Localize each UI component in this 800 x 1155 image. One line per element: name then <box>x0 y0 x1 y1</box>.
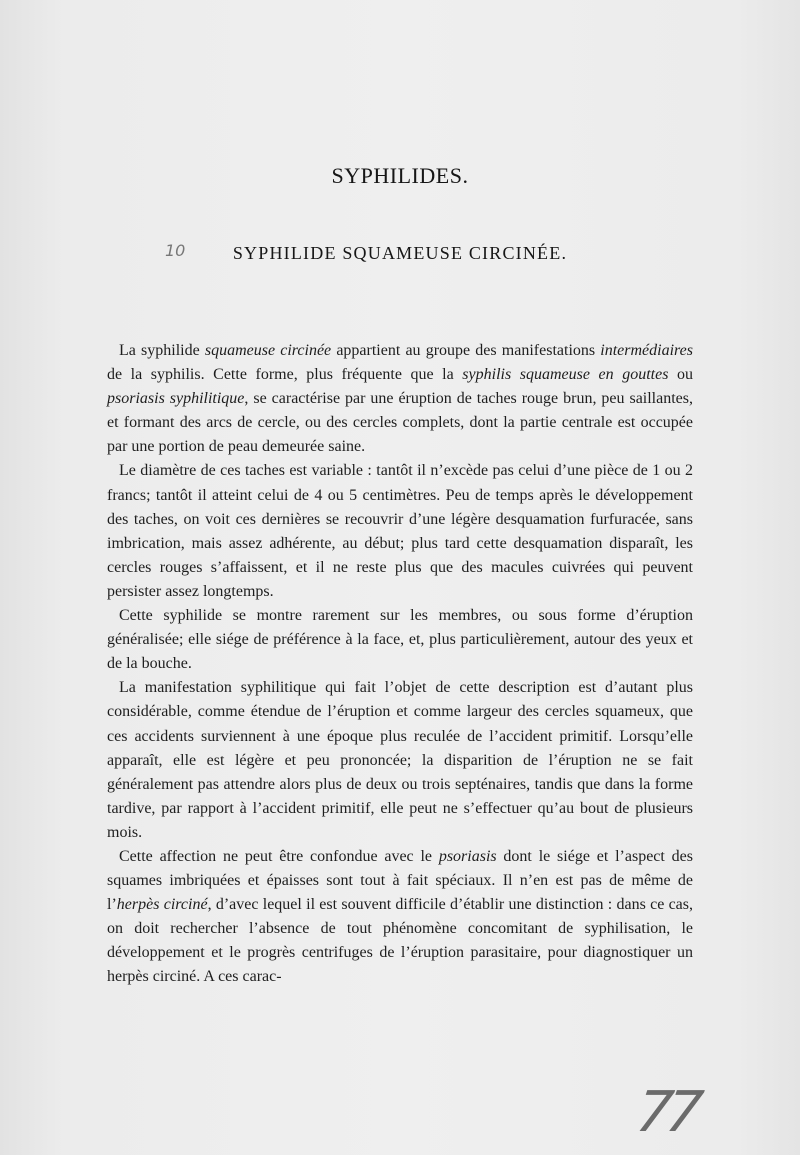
text-run: Cette affection ne peut être confondue avec le <box>119 847 439 865</box>
text-run: ou <box>668 366 694 384</box>
body-text <box>107 339 693 990</box>
text-run: , d’avec lequel il est souvent difficile d’établir une distinction : dans ce cas, on doit rechercher l’absence de tout phénomène concomitant de syphilisation, le développement et le progrès centrifuges de l’éruption parasitaire, pour diagnostiquer un herpès circiné. A ces carac- <box>107 896 694 986</box>
section-title <box>0 243 800 264</box>
paragraph-3: Cette syphilide se montre rarement sur les membres, ou sous forme d’éruption généralisée; elle siége de préférence à la face, et, plus particulièrement, autour des yeux et de la bouche. <box>107 607 693 673</box>
italic-term: syphilis squameuse en gouttes <box>462 366 669 384</box>
italic-term: intermédiaires <box>600 342 694 359</box>
text-run: appartient au groupe des manifestations <box>331 342 601 359</box>
italic-term: herpès circiné <box>116 896 208 914</box>
text-run: dont le siége et l’aspect des squames imbriquées et épaisses sont tout à fait spéciaux. Il n’en est pas de même de l’ <box>107 847 693 914</box>
italic-term: psoriasis <box>438 847 497 865</box>
main-title: SYPHILIDES. <box>331 163 469 188</box>
section-title-text: SYPHILIDE SQUAMEUSE CIRCINÉE. <box>232 243 568 263</box>
text-run: , se caractérise par une éruption de taches rouge brun, peu saillantes, et formant des arcs de cercle, ou des cercles complets, dont la partie centrale est occupée par une portion de peau demeurée saine. <box>107 390 694 456</box>
paragraph-4: La manifestation syphilitique qui fait l’objet de cette description est d’autant plus considérable, comme étendue de l’éruption et comme largeur des cercles squameux, que ces accidents surviennent à une époque plus reculée de l’accident primitif. Lorsqu’elle apparaît, elle est légère et peu prononcée; la disparition de l’éruption ne se fait généralement pas attendre alors plus de deux ou trois septénaires, tandis que dans la forme tardive, par rapport à l’accident primitif, elle peut ne s’effectuer qu’au bout de plusieurs mois. <box>107 679 693 841</box>
paragraph-5 <box>107 845 693 990</box>
handwritten-page-number: 77 <box>632 1080 701 1145</box>
section-number-annotation: 10 <box>165 241 186 260</box>
italic-term: squameuse circinée <box>204 342 332 359</box>
bleed-through-texture <box>95 40 755 360</box>
paragraph-2: Le diamètre de ces taches est variable : tantôt il n’excède pas celui d’une pièce de 1 ou 2 francs; tantôt il atteint celui de 4 ou 5 centimètres. Peu de temps après le développement des taches, on voit ces dernières se recouvrir d’une légère desquamation furfuracée, sans imbrication, mais assez adhérente, au début; plus tard cette desquamation disparaît, les cercles rouges s’affaissent, et il ne reste plus que des macules cuivrées qui peuvent persister assez longtemps. <box>107 462 693 600</box>
paragraph-1 <box>107 339 693 459</box>
italic-term: psoriasis syphilitique <box>107 390 245 408</box>
text-run: de la syphilis. Cette forme, plus fréquente que la <box>107 366 463 384</box>
text-run: La syphilide <box>119 342 205 359</box>
